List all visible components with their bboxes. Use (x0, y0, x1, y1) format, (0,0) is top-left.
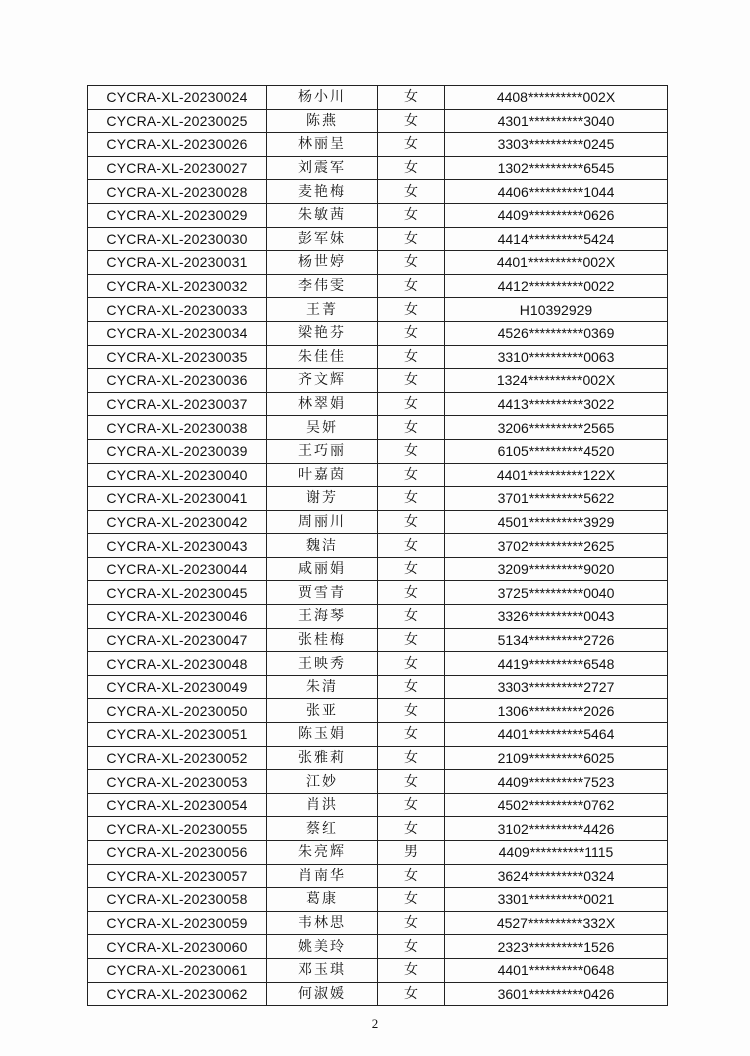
gender-cell: 女 (378, 723, 445, 747)
name-cell: 蔡红 (267, 817, 378, 841)
id-number-cell: 4526**********0369 (445, 321, 668, 345)
name-cell: 朱亮辉 (267, 841, 378, 865)
name-cell: 梁艳芬 (267, 321, 378, 345)
gender-cell: 女 (378, 86, 445, 110)
name-cell: 李伟雯 (267, 274, 378, 298)
gender-cell: 女 (378, 958, 445, 982)
table-row (88, 864, 668, 888)
table-row (88, 298, 668, 322)
registration-id-cell: CYCRA-XL-20230035 (88, 345, 267, 369)
registration-id-cell: CYCRA-XL-20230048 (88, 652, 267, 676)
table-row (88, 982, 668, 1006)
registration-id-cell: CYCRA-XL-20230058 (88, 888, 267, 912)
name-cell: 贾雪青 (267, 581, 378, 605)
id-number-cell: 3206**********2565 (445, 416, 668, 440)
id-number-cell: 4501**********3929 (445, 510, 668, 534)
registration-id-cell: CYCRA-XL-20230026 (88, 133, 267, 157)
table-row (88, 958, 668, 982)
gender-cell: 女 (378, 699, 445, 723)
name-cell: 肖南华 (267, 864, 378, 888)
registration-id-cell: CYCRA-XL-20230044 (88, 557, 267, 581)
table-row (88, 180, 668, 204)
table-row (88, 675, 668, 699)
name-cell: 林翠娟 (267, 392, 378, 416)
gender-cell: 女 (378, 510, 445, 534)
id-number-cell: 5134**********2726 (445, 628, 668, 652)
name-cell: 吴妍 (267, 416, 378, 440)
id-number-cell: 2323**********1526 (445, 935, 668, 959)
id-number-cell: 4409**********0626 (445, 203, 668, 227)
name-cell: 魏洁 (267, 534, 378, 558)
table-row (88, 770, 668, 794)
registration-id-cell: CYCRA-XL-20230057 (88, 864, 267, 888)
id-number-cell: 4401**********122X (445, 463, 668, 487)
gender-cell: 女 (378, 746, 445, 770)
registration-id-cell: CYCRA-XL-20230036 (88, 369, 267, 393)
gender-cell: 女 (378, 911, 445, 935)
id-number-cell: 3303**********2727 (445, 675, 668, 699)
gender-cell: 女 (378, 817, 445, 841)
registration-id-cell: CYCRA-XL-20230037 (88, 392, 267, 416)
gender-cell: 女 (378, 203, 445, 227)
registration-id-cell: CYCRA-XL-20230031 (88, 251, 267, 275)
name-cell: 彭军妹 (267, 227, 378, 251)
id-number-cell: H10392929 (445, 298, 668, 322)
gender-cell: 女 (378, 345, 445, 369)
gender-cell: 女 (378, 251, 445, 275)
table-row (88, 510, 668, 534)
name-cell: 陈玉娟 (267, 723, 378, 747)
name-cell: 何淑媛 (267, 982, 378, 1006)
registration-id-cell: CYCRA-XL-20230061 (88, 958, 267, 982)
registration-id-cell: CYCRA-XL-20230049 (88, 675, 267, 699)
name-cell: 林丽呈 (267, 133, 378, 157)
id-number-cell: 3702**********2625 (445, 534, 668, 558)
table-row (88, 628, 668, 652)
registration-id-cell: CYCRA-XL-20230042 (88, 510, 267, 534)
id-number-cell: 1302**********6545 (445, 156, 668, 180)
name-cell: 张雅莉 (267, 746, 378, 770)
registration-id-cell: CYCRA-XL-20230052 (88, 746, 267, 770)
registration-id-cell: CYCRA-XL-20230056 (88, 841, 267, 865)
table-row (88, 463, 668, 487)
gender-cell: 女 (378, 793, 445, 817)
registration-id-cell: CYCRA-XL-20230029 (88, 203, 267, 227)
id-number-cell: 4419**********6548 (445, 652, 668, 676)
name-cell: 张桂梅 (267, 628, 378, 652)
gender-cell: 女 (378, 463, 445, 487)
name-cell: 杨世婷 (267, 251, 378, 275)
gender-cell: 男 (378, 841, 445, 865)
name-cell: 韦林思 (267, 911, 378, 935)
registration-id-cell: CYCRA-XL-20230038 (88, 416, 267, 440)
table-row (88, 534, 668, 558)
registration-id-cell: CYCRA-XL-20230033 (88, 298, 267, 322)
id-number-cell: 4502**********0762 (445, 793, 668, 817)
name-cell: 杨小川 (267, 86, 378, 110)
table-row (88, 274, 668, 298)
gender-cell: 女 (378, 628, 445, 652)
registration-id-cell: CYCRA-XL-20230032 (88, 274, 267, 298)
gender-cell: 女 (378, 888, 445, 912)
registration-id-cell: CYCRA-XL-20230059 (88, 911, 267, 935)
table-row (88, 605, 668, 629)
table-row (88, 227, 668, 251)
name-cell: 张亚 (267, 699, 378, 723)
id-number-cell: 3310**********0063 (445, 345, 668, 369)
registration-id-cell: CYCRA-XL-20230050 (88, 699, 267, 723)
gender-cell: 女 (378, 675, 445, 699)
table-row (88, 557, 668, 581)
table-row (88, 723, 668, 747)
gender-cell: 女 (378, 298, 445, 322)
gender-cell: 女 (378, 369, 445, 393)
table-row (88, 251, 668, 275)
table-row (88, 817, 668, 841)
name-cell: 王菁 (267, 298, 378, 322)
page-number: 2 (371, 1016, 379, 1031)
table-row (88, 935, 668, 959)
table-row (88, 487, 668, 511)
registration-id-cell: CYCRA-XL-20230030 (88, 227, 267, 251)
gender-cell: 女 (378, 864, 445, 888)
id-number-cell: 2109**********6025 (445, 746, 668, 770)
name-cell: 邓玉琪 (267, 958, 378, 982)
name-cell: 咸丽娟 (267, 557, 378, 581)
table-row (88, 439, 668, 463)
registration-id-cell: CYCRA-XL-20230025 (88, 109, 267, 133)
table-row (88, 416, 668, 440)
registration-id-cell: CYCRA-XL-20230054 (88, 793, 267, 817)
gender-cell: 女 (378, 557, 445, 581)
id-number-cell: 4527**********332X (445, 911, 668, 935)
table-row (88, 652, 668, 676)
registration-id-cell: CYCRA-XL-20230028 (88, 180, 267, 204)
table-row (88, 133, 668, 157)
gender-cell: 女 (378, 392, 445, 416)
gender-cell: 女 (378, 109, 445, 133)
gender-cell: 女 (378, 652, 445, 676)
id-number-cell: 6105**********4520 (445, 439, 668, 463)
registration-id-cell: CYCRA-XL-20230041 (88, 487, 267, 511)
gender-cell: 女 (378, 534, 445, 558)
id-number-cell: 4301**********3040 (445, 109, 668, 133)
table-row (88, 581, 668, 605)
id-number-cell: 4401**********002X (445, 251, 668, 275)
table-row (88, 109, 668, 133)
id-number-cell: 3209**********9020 (445, 557, 668, 581)
roster-table (87, 85, 668, 1006)
registration-id-cell: CYCRA-XL-20230040 (88, 463, 267, 487)
id-number-cell: 4401**********5464 (445, 723, 668, 747)
registration-id-cell: CYCRA-XL-20230043 (88, 534, 267, 558)
id-number-cell: 4409**********1115 (445, 841, 668, 865)
id-number-cell: 3601**********0426 (445, 982, 668, 1006)
registration-id-cell: CYCRA-XL-20230045 (88, 581, 267, 605)
name-cell: 朱佳佳 (267, 345, 378, 369)
name-cell: 陈燕 (267, 109, 378, 133)
registration-id-cell: CYCRA-XL-20230039 (88, 439, 267, 463)
table-row (88, 86, 668, 110)
name-cell: 肖洪 (267, 793, 378, 817)
registration-id-cell: CYCRA-XL-20230034 (88, 321, 267, 345)
registration-id-cell: CYCRA-XL-20230062 (88, 982, 267, 1006)
table-row (88, 392, 668, 416)
name-cell: 谢芳 (267, 487, 378, 511)
id-number-cell: 3303**********0245 (445, 133, 668, 157)
name-cell: 齐文辉 (267, 369, 378, 393)
registration-id-cell: CYCRA-XL-20230024 (88, 86, 267, 110)
name-cell: 姚美玲 (267, 935, 378, 959)
gender-cell: 女 (378, 982, 445, 1006)
registration-id-cell: CYCRA-XL-20230060 (88, 935, 267, 959)
id-number-cell: 1306**********2026 (445, 699, 668, 723)
id-number-cell: 4413**********3022 (445, 392, 668, 416)
registration-id-cell: CYCRA-XL-20230053 (88, 770, 267, 794)
id-number-cell: 4406**********1044 (445, 180, 668, 204)
table-row (88, 841, 668, 865)
registration-id-cell: CYCRA-XL-20230027 (88, 156, 267, 180)
table-row (88, 321, 668, 345)
gender-cell: 女 (378, 321, 445, 345)
name-cell: 麦艳梅 (267, 180, 378, 204)
id-number-cell: 1324**********002X (445, 369, 668, 393)
name-cell: 朱敏茜 (267, 203, 378, 227)
id-number-cell: 4412**********0022 (445, 274, 668, 298)
registration-id-cell: CYCRA-XL-20230051 (88, 723, 267, 747)
name-cell: 叶嘉茵 (267, 463, 378, 487)
id-number-cell: 4414**********5424 (445, 227, 668, 251)
table-row (88, 793, 668, 817)
id-number-cell: 3701**********5622 (445, 487, 668, 511)
gender-cell: 女 (378, 605, 445, 629)
gender-cell: 女 (378, 770, 445, 794)
name-cell: 葛康 (267, 888, 378, 912)
id-number-cell: 3102**********4426 (445, 817, 668, 841)
id-number-cell: 3624**********0324 (445, 864, 668, 888)
gender-cell: 女 (378, 156, 445, 180)
gender-cell: 女 (378, 935, 445, 959)
id-number-cell: 4408**********002X (445, 86, 668, 110)
table-row (88, 699, 668, 723)
name-cell: 江妙 (267, 770, 378, 794)
id-number-cell: 3326**********0043 (445, 605, 668, 629)
registration-id-cell: CYCRA-XL-20230055 (88, 817, 267, 841)
roster-table-body (88, 86, 668, 1006)
table-row (88, 369, 668, 393)
id-number-cell: 3725**********0040 (445, 581, 668, 605)
name-cell: 王海琴 (267, 605, 378, 629)
table-row (88, 911, 668, 935)
table-row (88, 746, 668, 770)
id-number-cell: 4401**********0648 (445, 958, 668, 982)
gender-cell: 女 (378, 416, 445, 440)
id-number-cell: 3301**********0021 (445, 888, 668, 912)
name-cell: 朱清 (267, 675, 378, 699)
gender-cell: 女 (378, 439, 445, 463)
registration-id-cell: CYCRA-XL-20230046 (88, 605, 267, 629)
gender-cell: 女 (378, 274, 445, 298)
table-row (88, 203, 668, 227)
table-row (88, 156, 668, 180)
gender-cell: 女 (378, 180, 445, 204)
name-cell: 王映秀 (267, 652, 378, 676)
name-cell: 周丽川 (267, 510, 378, 534)
name-cell: 刘震军 (267, 156, 378, 180)
name-cell: 王巧丽 (267, 439, 378, 463)
gender-cell: 女 (378, 227, 445, 251)
gender-cell: 女 (378, 487, 445, 511)
gender-cell: 女 (378, 581, 445, 605)
table-row (88, 345, 668, 369)
table-row (88, 888, 668, 912)
registration-id-cell: CYCRA-XL-20230047 (88, 628, 267, 652)
gender-cell: 女 (378, 133, 445, 157)
id-number-cell: 4409**********7523 (445, 770, 668, 794)
